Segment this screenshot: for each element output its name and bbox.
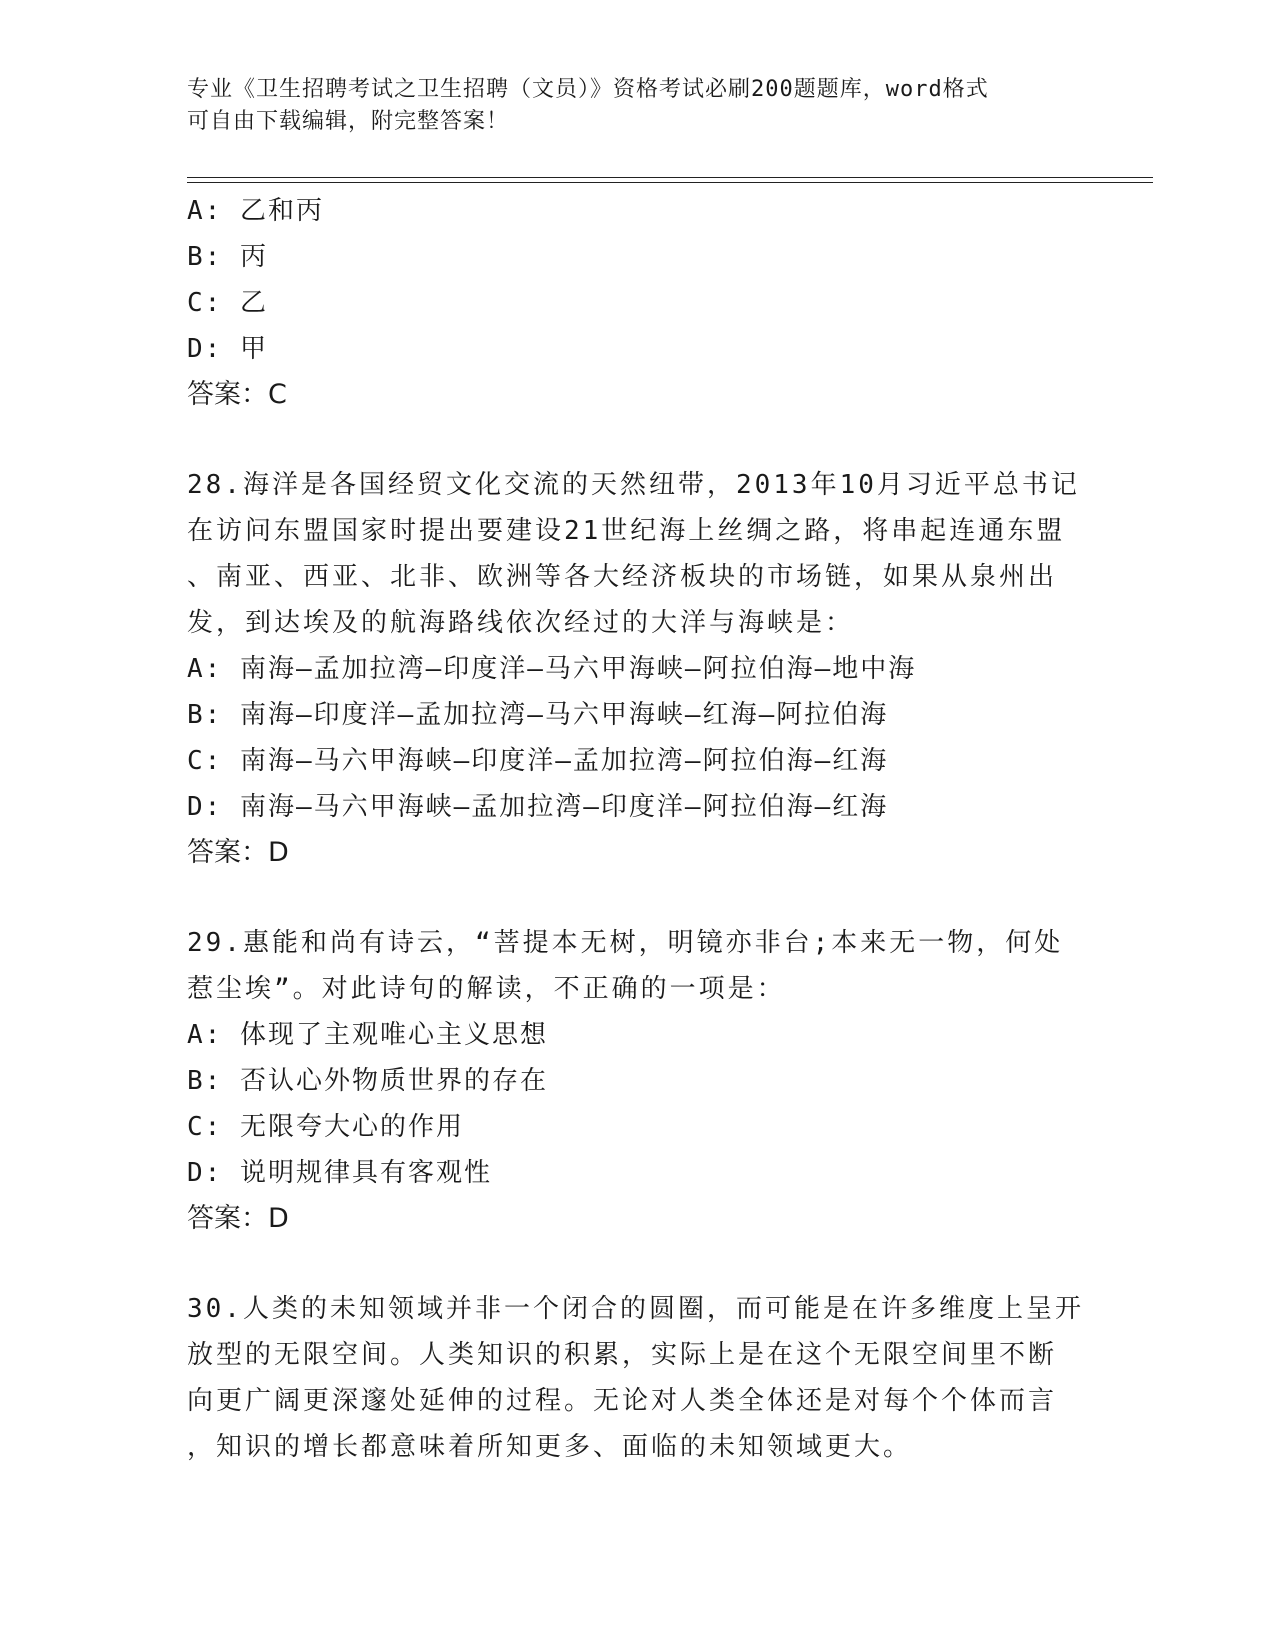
question-stem-line: 29.惠能和尚有诗云，“菩提本无树，明镜亦非台;本来无一物，何处 (187, 928, 1064, 958)
header-line-2: 可自由下载编辑，附完整答案！ (187, 109, 510, 134)
option-b: B: 丙 (187, 242, 268, 272)
option-d: D: 说明规律具有客观性 (187, 1158, 492, 1188)
option-c: C: 南海—马六甲海峡—印度洋—孟加拉湾—阿拉伯海—红海 (187, 746, 889, 776)
answer-line: 答案：D (187, 837, 289, 868)
question-stem-line: 30.人类的未知领域并非一个闭合的圆圈，而可能是在许多维度上呈开 (187, 1294, 1084, 1324)
question-stem-line: 在访问东盟国家时提出要建设21世纪海上丝绸之路，将串起连通东盟 (187, 516, 1066, 546)
header-line-1: 专业《卫生招聘考试之卫生招聘（文员）》资格考试必刷200题题库，word格式 (187, 77, 989, 102)
question-stem-line: 28.海洋是各国经贸文化交流的天然纽带，2013年10月习近平总书记 (187, 470, 1080, 500)
question-stem-line: 惹尘埃”。对此诗句的解读，不正确的一项是： (187, 974, 786, 1004)
question-stem-line: ，知识的增长都意味着所知更多、面临的未知领域更大。 (187, 1432, 913, 1462)
document-header (187, 74, 1067, 138)
header-rule-top (187, 177, 1153, 178)
spacer (187, 1242, 1087, 1286)
option-a: A: 乙和丙 (187, 196, 324, 226)
option-d: D: 南海—马六甲海峡—孟加拉湾—印度洋—阿拉伯海—红海 (187, 792, 889, 822)
option-d: D: 甲 (187, 334, 268, 364)
question-stem-line: 、南亚、西亚、北非、欧洲等各大经济板块的市场链，如果从泉州出 (187, 562, 1058, 592)
question-content (187, 188, 1087, 1470)
option-a: A: 南海—孟加拉湾—印度洋—马六甲海峡—阿拉伯海—地中海 (187, 654, 917, 684)
answer-line: 答案：D (187, 1203, 289, 1234)
option-b: B: 否认心外物质世界的存在 (187, 1066, 548, 1096)
spacer (187, 418, 1087, 462)
option-a: A: 体现了主观唯心主义思想 (187, 1020, 548, 1050)
question-27 (187, 188, 1087, 418)
question-stem-line: 发，到达埃及的航海路线依次经过的大洋与海峡是： (187, 608, 855, 638)
spacer (187, 876, 1087, 920)
header-rule-bottom (187, 182, 1153, 183)
option-c: C: 乙 (187, 288, 268, 318)
question-stem-line: 放型的无限空间。人类知识的积累，实际上是在这个无限空间里不断 (187, 1340, 1058, 1370)
question-stem-line: 向更广阔更深邃处延伸的过程。无论对人类全体还是对每个个体而言 (187, 1386, 1058, 1416)
option-b: B: 南海—印度洋—孟加拉湾—马六甲海峡—红海—阿拉伯海 (187, 700, 889, 730)
question-30 (187, 1286, 1087, 1470)
option-c: C: 无限夸大心的作用 (187, 1112, 464, 1142)
question-28 (187, 462, 1087, 876)
answer-line: 答案：C (187, 379, 287, 410)
question-29 (187, 920, 1087, 1242)
